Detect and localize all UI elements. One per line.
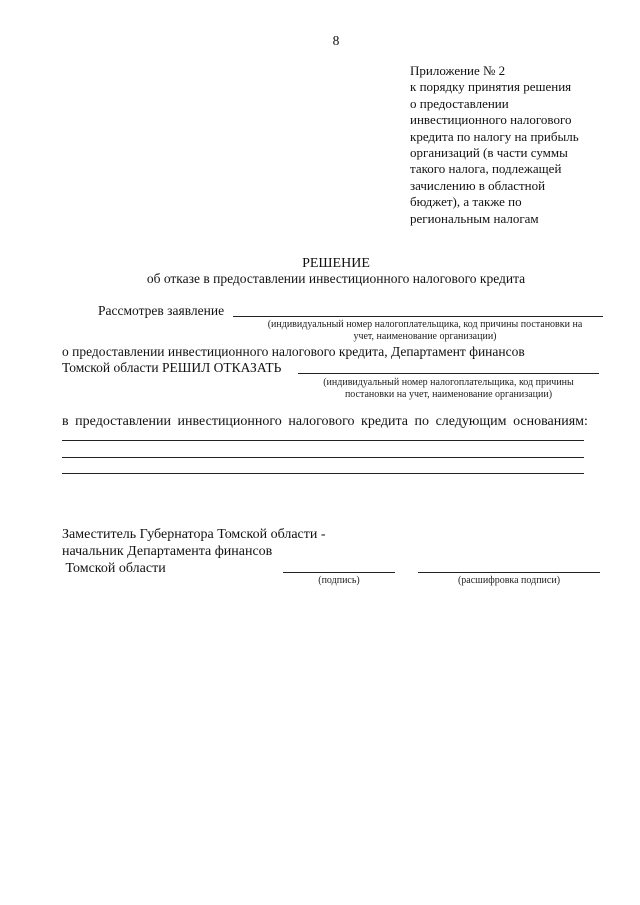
- body-line: о предоставлении инвестиционного налогового кредита, Департамент финансов: [62, 344, 525, 359]
- signatory-line: начальник Департамента финансов: [62, 544, 273, 559]
- appendix-line: зачислению в областной: [410, 177, 546, 193]
- signature-blank-line[interactable]: [283, 572, 395, 573]
- appendix-line: к порядку принятия решения: [410, 79, 572, 95]
- basis-line: [62, 414, 588, 430]
- reason-blank-line[interactable]: [62, 440, 584, 441]
- basis-word: следующим: [435, 414, 507, 429]
- page-number: 8: [332, 33, 340, 48]
- basis-word: инвестиционного: [177, 414, 282, 429]
- appendix-line: организаций (в части суммы: [410, 145, 568, 161]
- signature-caption: (подпись): [318, 575, 360, 586]
- body-line: Томской области РЕШИЛ ОТКАЗАТЬ: [62, 360, 282, 375]
- applicant-blank-line[interactable]: [233, 316, 603, 317]
- reason-blank-line[interactable]: [62, 473, 584, 474]
- appendix-line: такого налога, подлежащей: [410, 161, 562, 177]
- reason-blank-line[interactable]: [62, 457, 584, 458]
- applicant-caption: [240, 319, 610, 343]
- basis-word: предоставлении: [75, 414, 171, 429]
- basis-word: в: [62, 414, 69, 429]
- basis-word: основаниям:: [513, 414, 588, 429]
- caption-line: (индивидуальный номер налогоплательщика, код причины постановки на: [267, 319, 583, 330]
- document-title: РЕШЕНИЕ: [302, 256, 370, 271]
- signatory-line: Заместитель Губернатора Томской области -: [62, 527, 326, 542]
- caption-line: (индивидуальный номер налогоплательщика, код причины: [323, 377, 574, 388]
- caption-line: учет, наименование организации): [353, 331, 497, 342]
- considered-label: Рассмотрев заявление: [98, 303, 225, 318]
- refused-org-caption: [298, 377, 599, 401]
- signatory-line: Томской области: [62, 561, 166, 576]
- appendix-line: бюджет), а также по: [410, 194, 522, 210]
- basis-word: по: [414, 414, 430, 429]
- appendix-line: кредита по налогу на прибыль: [410, 128, 579, 144]
- basis-word: кредита: [361, 414, 408, 429]
- appendix-line: Приложение № 2: [410, 63, 506, 78]
- refused-org-blank-line[interactable]: [298, 373, 599, 374]
- caption-line: постановки на учет, наименование организации): [344, 389, 553, 400]
- document-subtitle: об отказе в предоставлении инвестиционного налогового кредита: [146, 271, 526, 286]
- appendix-header: [410, 63, 579, 227]
- basis-word: налогового: [288, 414, 355, 429]
- decoding-caption: (расшифровка подписи): [457, 575, 561, 586]
- signature-decoding-blank-line[interactable]: [418, 572, 600, 573]
- appendix-line: инвестиционного налогового: [410, 112, 572, 128]
- appendix-line: о предоставлении: [410, 95, 509, 111]
- appendix-line: региональным налогам: [410, 210, 539, 226]
